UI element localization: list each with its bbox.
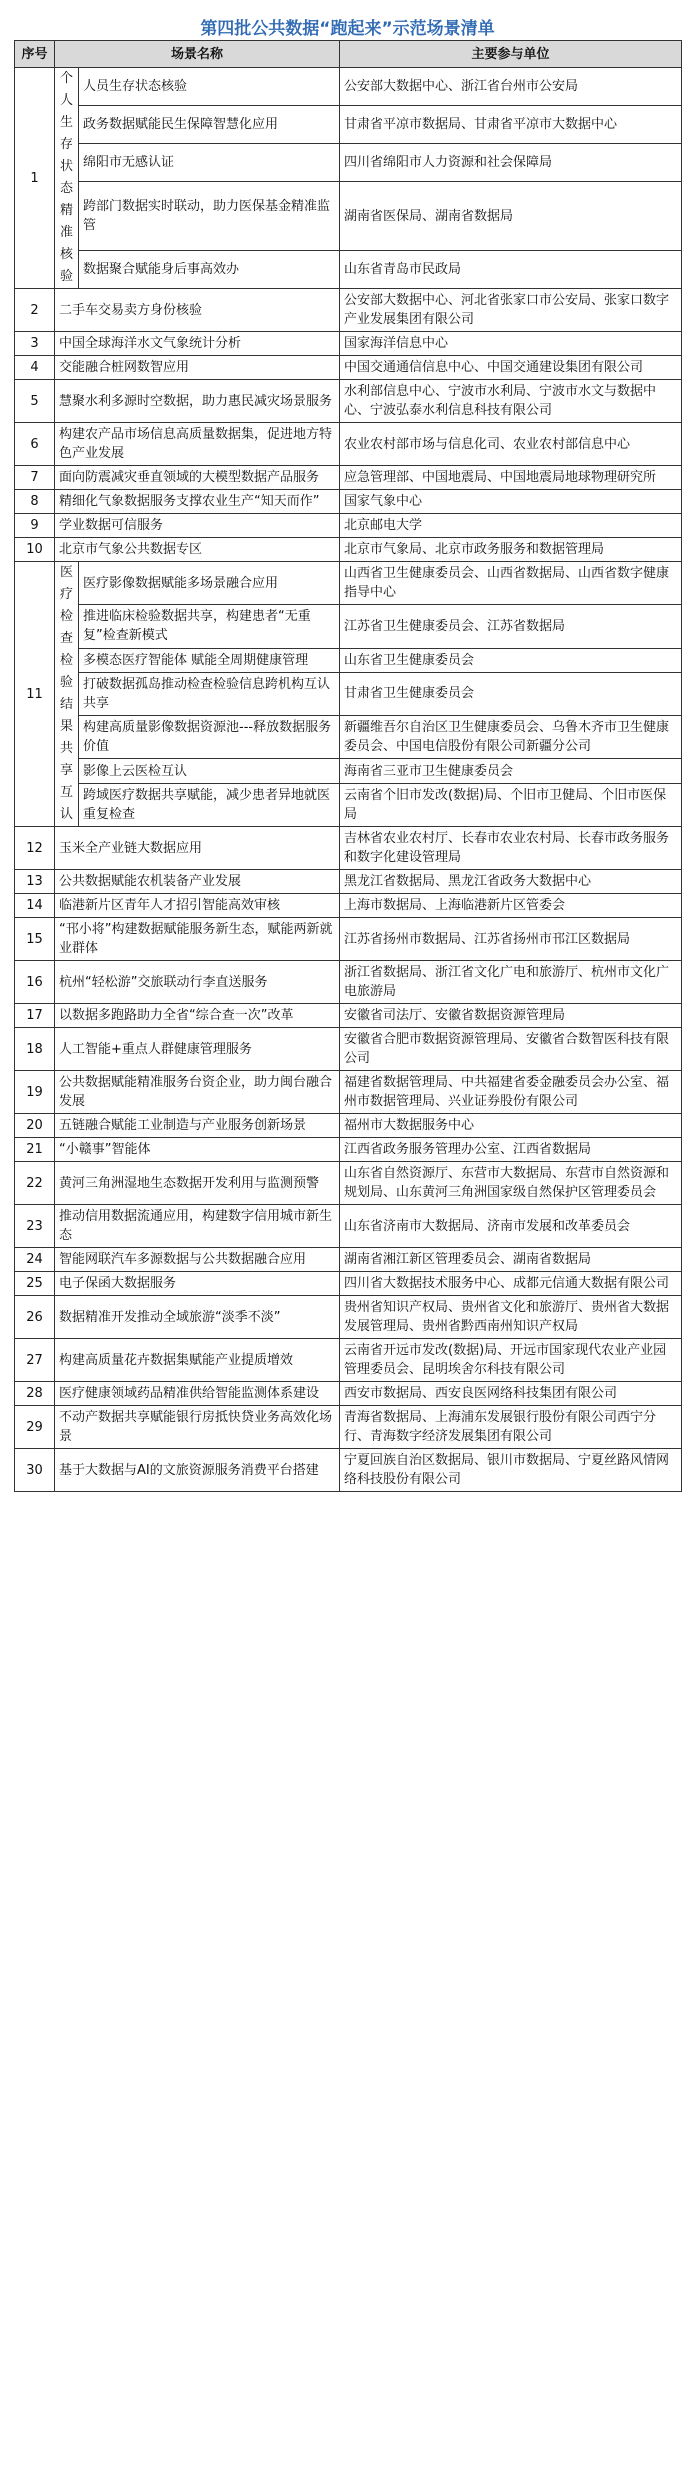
table-row: [15, 1114, 682, 1138]
table-row: [15, 1205, 682, 1248]
participating-units: 山东省济南市大数据局、济南市发展和改革委员会: [340, 1205, 682, 1248]
participating-units: 新疆维吾尔自治区卫生健康委员会、乌鲁木齐市卫生健康委员会、中国电信股份有限公司新疆分公司: [340, 716, 682, 759]
row-number: 24: [15, 1248, 55, 1272]
table-row: [15, 648, 682, 672]
participating-units: 农业农村部市场与信息化司、农业农村部信息中心: [340, 423, 682, 466]
row-number: 15: [15, 918, 55, 961]
row-number: 6: [15, 423, 55, 466]
row-number: 14: [15, 894, 55, 918]
participating-units: 国家气象中心: [340, 490, 682, 514]
participating-units: 西安市数据局、西安良医网络科技集团有限公司: [340, 1382, 682, 1406]
participating-units: 湖南省湘江新区管理委员会、湖南省数据局: [340, 1248, 682, 1272]
table-row: [15, 250, 682, 288]
table-row: [15, 605, 682, 648]
table-row: [15, 182, 682, 250]
participating-units: 云南省开远市发改(数据)局、开远市国家现代农业产业园管理委员会、昆明埃舍尔科技有限公司: [340, 1339, 682, 1382]
scene-name: 多模态医疗智能体 赋能全周期健康管理: [79, 648, 340, 672]
table-row: [15, 466, 682, 490]
table-row: [15, 289, 682, 332]
scene-name: 交能融合桩网数智应用: [55, 356, 340, 380]
row-number: 20: [15, 1114, 55, 1138]
row-number: 11: [15, 562, 55, 827]
participating-units: 江苏省扬州市数据局、江苏省扬州市邗江区数据局: [340, 918, 682, 961]
table-row: [15, 68, 682, 106]
table-row: [15, 1406, 682, 1449]
table-row: [15, 961, 682, 1004]
scene-name: 政务数据赋能民生保障智慧化应用: [79, 106, 340, 144]
row-number: 10: [15, 538, 55, 562]
scene-name: 杭州“轻松游”交旅联动行李直送服务: [55, 961, 340, 1004]
participating-units: 国家海洋信息中心: [340, 332, 682, 356]
row-number: 17: [15, 1004, 55, 1028]
table-row: [15, 490, 682, 514]
table-row: [15, 1138, 682, 1162]
participating-units: 山东省卫生健康委员会: [340, 648, 682, 672]
participating-units: 青海省数据局、上海浦东发展银行股份有限公司西宁分行、青海数字经济发展集团有限公司: [340, 1406, 682, 1449]
scene-name: 构建高质量花卉数据集赋能产业提质增效: [55, 1339, 340, 1382]
header-units: 主要参与单位: [340, 41, 682, 68]
scene-name: 五链融合赋能工业制造与产业服务创新场景: [55, 1114, 340, 1138]
table-row: [15, 1449, 682, 1492]
table-row: [15, 423, 682, 466]
table-row: [15, 918, 682, 961]
table-row: [15, 356, 682, 380]
scene-name: “小赣事”智能体: [55, 1138, 340, 1162]
participating-units: 山东省青岛市民政局: [340, 250, 682, 288]
row-number: 8: [15, 490, 55, 514]
participating-units: 吉林省农业农村厅、长春市农业农村局、长春市政务服务和数字化建设管理局: [340, 827, 682, 870]
participating-units: 山东省自然资源厅、东营市大数据局、东营市自然资源和规划局、山东黄河三角洲国家级自然保护区管理委员会: [340, 1162, 682, 1205]
scene-name: 面向防震减灾垂直领域的大模型数据产品服务: [55, 466, 340, 490]
participating-units: 宁夏回族自治区数据局、银川市数据局、宁夏丝路风情网络科技股份有限公司: [340, 1449, 682, 1492]
scene-name: 人员生存状态核验: [79, 68, 340, 106]
participating-units: 安徽省合肥市数据资源管理局、安徽省合数智医科技有限公司: [340, 1028, 682, 1071]
participating-units: 福建省数据管理局、中共福建省委金融委员会办公室、福州市数据管理局、兴业证券股份有限公司: [340, 1071, 682, 1114]
scene-category: [55, 562, 79, 827]
participating-units: 海南省三亚市卫生健康委员会: [340, 759, 682, 783]
table-row: [15, 716, 682, 759]
row-number: 25: [15, 1272, 55, 1296]
scene-name: “邗小将”构建数据赋能服务新生态，赋能两新就业群体: [55, 918, 340, 961]
table-header-row: [15, 41, 682, 68]
row-number: 12: [15, 827, 55, 870]
table-row: [15, 106, 682, 144]
scene-name: 跨域医疗数据共享赋能，减少患者异地就医重复检查: [79, 783, 340, 826]
scene-table: [14, 40, 682, 1492]
participating-units: 云南省个旧市发改(数据)局、个旧市卫健局、个旧市医保局: [340, 783, 682, 826]
row-number: 21: [15, 1138, 55, 1162]
row-number: 22: [15, 1162, 55, 1205]
participating-units: 黑龙江省数据局、黑龙江省政务大数据中心: [340, 870, 682, 894]
participating-units: 北京市气象局、北京市政务服务和数据管理局: [340, 538, 682, 562]
table-row: [15, 144, 682, 182]
scene-name: 学业数据可信服务: [55, 514, 340, 538]
table-row: [15, 672, 682, 715]
participating-units: 山西省卫生健康委员会、山西省数据局、山西省数字健康指导中心: [340, 562, 682, 605]
row-number: 9: [15, 514, 55, 538]
scene-name: 数据聚合赋能身后事高效办: [79, 250, 340, 288]
row-number: 23: [15, 1205, 55, 1248]
scene-name: 智能网联汽车多源数据与公共数据融合应用: [55, 1248, 340, 1272]
row-number: 30: [15, 1449, 55, 1492]
table-row: [15, 1339, 682, 1382]
scene-name: 公共数据赋能精准服务台资企业，助力闽台融合发展: [55, 1071, 340, 1114]
table-row: [15, 870, 682, 894]
participating-units: 上海市数据局、上海临港新片区管委会: [340, 894, 682, 918]
scene-name: 跨部门数据实时联动，助力医保基金精准监管: [79, 182, 340, 250]
scene-name: 人工智能+重点人群健康管理服务: [55, 1028, 340, 1071]
participating-units: 甘肃省卫生健康委员会: [340, 672, 682, 715]
row-number: 7: [15, 466, 55, 490]
participating-units: 水利部信息中心、宁波市水利局、宁波市水文与数据中心、宁波弘泰水利信息科技有限公司: [340, 380, 682, 423]
row-number: 26: [15, 1296, 55, 1339]
scene-name: 基于大数据与AI的文旅资源服务消费平台搭建: [55, 1449, 340, 1492]
scene-name: 医疗影像数据赋能多场景融合应用: [79, 562, 340, 605]
participating-units: 北京邮电大学: [340, 514, 682, 538]
row-number: 27: [15, 1339, 55, 1382]
participating-units: 安徽省司法厅、安徽省数据资源管理局: [340, 1004, 682, 1028]
participating-units: 应急管理部、中国地震局、中国地震局地球物理研究所: [340, 466, 682, 490]
participating-units: 公安部大数据中心、河北省张家口市公安局、张家口数字产业发展集团有限公司: [340, 289, 682, 332]
row-number: 16: [15, 961, 55, 1004]
row-number: 4: [15, 356, 55, 380]
scene-name: 电子保函大数据服务: [55, 1272, 340, 1296]
row-number: 18: [15, 1028, 55, 1071]
table-row: [15, 1296, 682, 1339]
participating-units: 甘肃省平凉市数据局、甘肃省平凉市大数据中心: [340, 106, 682, 144]
table-row: [15, 1004, 682, 1028]
row-number: 1: [15, 68, 55, 289]
page-title: 第四批公共数据“跑起来”示范场景清单: [200, 19, 495, 39]
scene-name: 公共数据赋能农机装备产业发展: [55, 870, 340, 894]
row-number: 5: [15, 380, 55, 423]
scene-category-label: 医疗检查检验结果共享互认: [59, 565, 73, 822]
participating-units: 四川省大数据技术服务中心、成都元信通大数据有限公司: [340, 1272, 682, 1296]
scene-name: 推进临床检验数据共享，构建患者“无重复”检查新模式: [79, 605, 340, 648]
participating-units: 福州市大数据服务中心: [340, 1114, 682, 1138]
scene-name: 黄河三角洲湿地生态数据开发利用与监测预警: [55, 1162, 340, 1205]
row-number: 13: [15, 870, 55, 894]
table-row: [15, 783, 682, 826]
table-row: [15, 538, 682, 562]
scene-name: 慧聚水利多源时空数据，助力惠民减灾场景服务: [55, 380, 340, 423]
table-row: [15, 759, 682, 783]
scene-name: 影像上云医检互认: [79, 759, 340, 783]
table-row: [15, 1162, 682, 1205]
scene-name: 构建高质量影像数据资源池---释放数据服务价值: [79, 716, 340, 759]
row-number: 29: [15, 1406, 55, 1449]
participating-units: 公安部大数据中心、浙江省台州市公安局: [340, 68, 682, 106]
header-no: 序号: [15, 41, 55, 68]
row-number: 19: [15, 1071, 55, 1114]
table-row: [15, 1382, 682, 1406]
scene-name: 北京市气象公共数据专区: [55, 538, 340, 562]
participating-units: 浙江省数据局、浙江省文化广电和旅游厅、杭州市文化广电旅游局: [340, 961, 682, 1004]
participating-units: 中国交通通信信息中心、中国交通建设集团有限公司: [340, 356, 682, 380]
scene-name: 临港新片区青年人才招引智能高效审核: [55, 894, 340, 918]
participating-units: 四川省绵阳市人力资源和社会保障局: [340, 144, 682, 182]
scene-category: [55, 68, 79, 289]
table-row: [15, 380, 682, 423]
scene-name: 推动信用数据流通应用，构建数字信用城市新生态: [55, 1205, 340, 1248]
table-row: [15, 562, 682, 605]
scene-name: 医疗健康领域药品精准供给智能监测体系建设: [55, 1382, 340, 1406]
scene-name: 不动产数据共享赋能银行房抵快贷业务高效化场景: [55, 1406, 340, 1449]
table-row: [15, 1248, 682, 1272]
table-row: [15, 332, 682, 356]
table-row: [15, 1028, 682, 1071]
table-row: [15, 1272, 682, 1296]
scene-name: 二手车交易卖方身份核验: [55, 289, 340, 332]
participating-units: 湖南省医保局、湖南省数据局: [340, 182, 682, 250]
scene-name: 构建农产品市场信息高质量数据集，促进地方特色产业发展: [55, 423, 340, 466]
participating-units: 贵州省知识产权局、贵州省文化和旅游厅、贵州省大数据发展管理局、贵州省黔西南州知识产权局: [340, 1296, 682, 1339]
scene-name: 玉米全产业链大数据应用: [55, 827, 340, 870]
scene-name: 以数据多跑路助力全省“综合查一次”改革: [55, 1004, 340, 1028]
row-number: 28: [15, 1382, 55, 1406]
row-number: 3: [15, 332, 55, 356]
table-row: [15, 1071, 682, 1114]
table-row: [15, 514, 682, 538]
scene-name: 精细化气象数据服务支撑农业生产“知天而作”: [55, 490, 340, 514]
table-row: [15, 894, 682, 918]
participating-units: 江苏省卫生健康委员会、江苏省数据局: [340, 605, 682, 648]
scene-name: 中国全球海洋水文气象统计分析: [55, 332, 340, 356]
row-number: 2: [15, 289, 55, 332]
participating-units: 江西省政务服务管理办公室、江西省数据局: [340, 1138, 682, 1162]
scene-name: 打破数据孤岛推动检查检验信息跨机构互认共享: [79, 672, 340, 715]
header-scene: 场景名称: [55, 41, 340, 68]
scene-category-label: 个人生存状态精准核验: [59, 71, 73, 284]
table-row: [15, 827, 682, 870]
scene-name: 绵阳市无感认证: [79, 144, 340, 182]
scene-name: 数据精准开发推动全域旅游“淡季不淡”: [55, 1296, 340, 1339]
